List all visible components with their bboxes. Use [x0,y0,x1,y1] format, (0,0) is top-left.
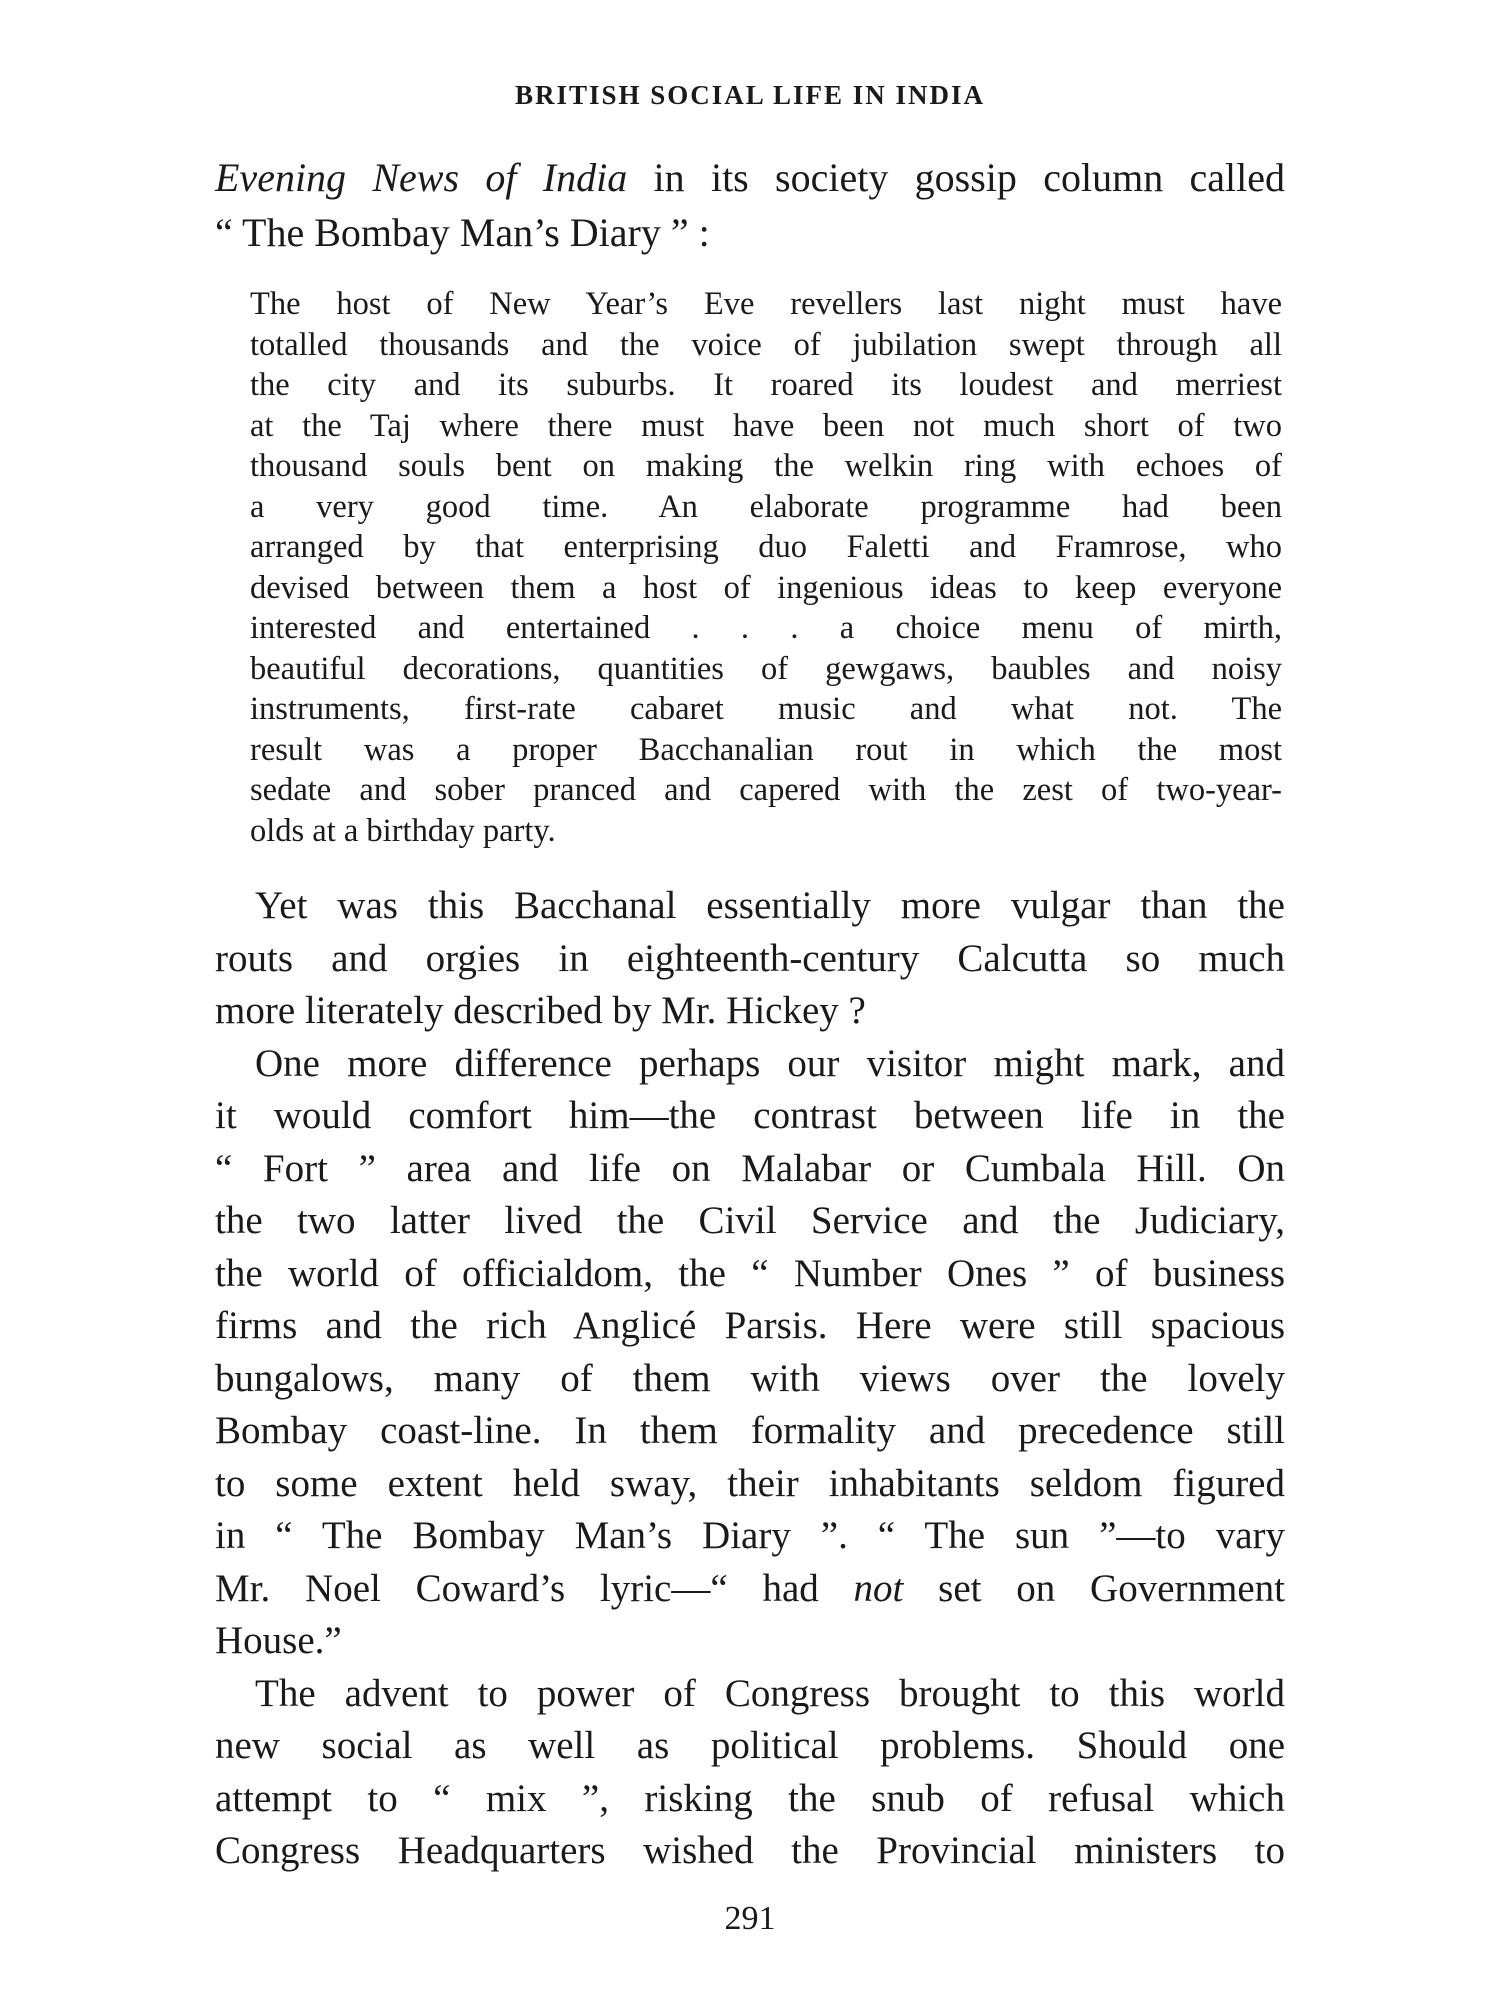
quote-line: devised between them a host of ingenious ideas to keep everyone [250,569,1282,606]
para2-line: “ Fort ” area and life on Malabar or Cumbala Hill. On [215,1146,1285,1190]
quote-line: olds at a birthday party. [250,812,556,849]
para2-line: Bombay coast-line. In them formality and precedence still [215,1409,1285,1452]
intro-line-2: “ The Bombay Man’s Diary ” : [215,210,710,255]
body-text [215,880,1285,1878]
para1-line: Yet was this Bacchanal essentially more vulgar than the [255,884,1285,927]
para2-line: the world of officialdom, the “ Number Ones ” of business [215,1251,1285,1295]
italic-line-pre: Mr. Noel Coward’s lyric—“ had [215,1566,854,1610]
quote-line: interested and entertained . . . a choice menu of mirth, [250,610,1282,646]
quote-line: sedate and sober pranced and capered with the zest of two-year- [250,772,1282,808]
para2-line: firms and the rich Anglicé Parsis. Here were still spacious [215,1304,1285,1347]
para2-line: the two latter lived the Civil Service and the Judiciary, [215,1199,1285,1242]
emphasis-word: not [853,1566,904,1610]
quote-line: a very good time. An elaborate programme had been [250,488,1282,525]
page-number: 291 [724,1900,776,1937]
quote-line: arranged by that enterprising duo Faletti and Framrose, who [250,529,1282,565]
running-head: BRITISH SOCIAL LIFE IN INDIA [514,80,986,110]
quote-line: totalled thousands and the voice of jubilation swept through all [250,326,1282,363]
quote-line: instruments, first-rate cabaret music and what not. The [250,691,1282,727]
quote-line: the city and its suburbs. It roared its loudest and merriest [250,367,1282,403]
block-quote [250,284,1282,851]
para2-line: to some extent held sway, their inhabitants seldom figured [215,1461,1285,1505]
para2-last-line: House.” [215,1619,342,1662]
quote-line: thousand souls bent on making the welkin ring with echoes of [250,448,1282,484]
para2-line: it would comfort him—the contrast between life in the [215,1094,1285,1137]
para3-line: The advent to power of Congress brought to this world [255,1671,1285,1715]
intro-line-1 [215,150,1285,205]
para2-italic-line [215,1563,1285,1616]
para1-line: more literately described by Mr. Hickey ? [215,989,866,1032]
quote-line: result was a proper Bacchanalian rout in which the most [250,731,1282,768]
para2-line: in “ The Bombay Man’s Diary ”. “ The sun ”—to vary [215,1514,1285,1557]
quote-line: The host of New Year’s Eve revellers last night must have [250,286,1282,322]
para3-line: Congress Headquarters wished the Provincial ministers to [215,1829,1285,1872]
para3-line: new social as well as political problems. Should one [215,1724,1285,1767]
para2-line: One more difference perhaps our visitor might mark, and [255,1041,1285,1085]
newspaper-title: Evening News of India [215,155,628,200]
para1-line: routs and orgies in eighteenth-century Calcutta so much [215,936,1285,980]
quote-line: at the Taj where there must have been not much short of two [250,407,1282,444]
intro-line-1-rest: in its society gossip column called [627,155,1286,200]
italic-line-post: set on Government [903,1566,1285,1610]
intro-paragraph [215,150,1285,260]
para3-line: attempt to “ mix ”, risking the snub of refusal which [215,1776,1285,1820]
para2-line: bungalows, many of them with views over the lovely [215,1356,1285,1400]
quote-line: beautiful decorations, quantities of gewgaws, baubles and noisy [250,650,1282,687]
